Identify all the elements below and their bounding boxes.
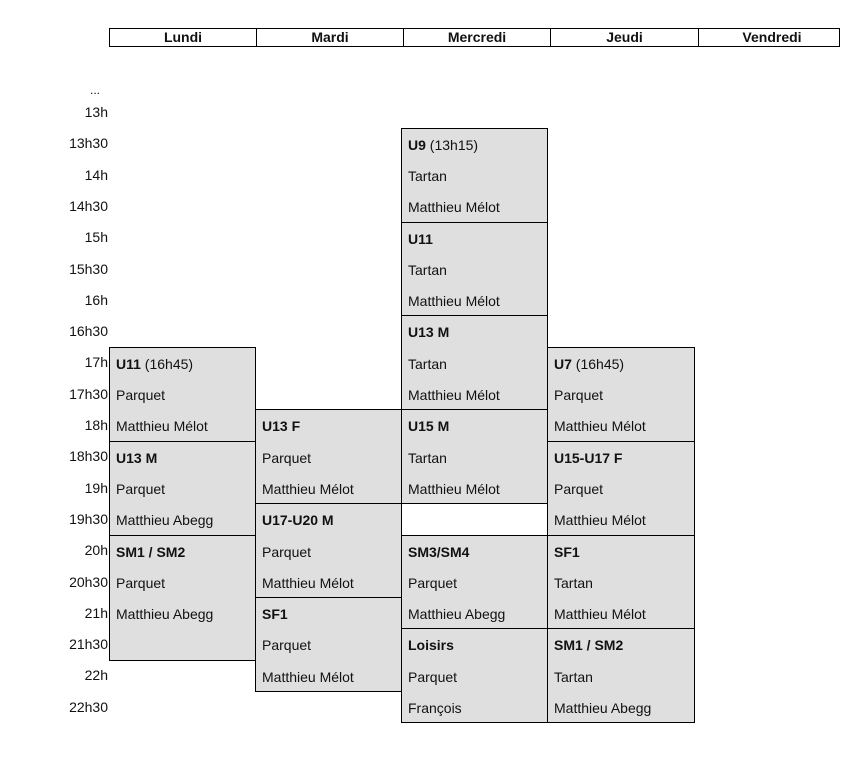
session-place-text: Parquet xyxy=(262,543,312,560)
session-team-text: SM1 / SM2 xyxy=(554,637,624,654)
time-label: 18h xyxy=(84,417,108,433)
day-header-mercredi: Mercredi xyxy=(404,29,551,46)
time-label: 14h xyxy=(84,166,108,183)
session-place-text: Parquet xyxy=(116,387,166,404)
session-coach-text: Matthieu Mélot xyxy=(408,293,500,310)
session-block xyxy=(401,535,548,630)
session-coach-text: Matthieu Mélot xyxy=(262,480,354,497)
empty-slot xyxy=(401,503,548,535)
session-coach-text: Matthieu Mélot xyxy=(408,480,500,497)
session-team xyxy=(116,450,157,466)
session-place xyxy=(408,262,447,278)
time-label: 21h30 xyxy=(69,636,108,653)
session-place xyxy=(408,356,447,372)
session-coach xyxy=(262,575,354,591)
session-coach-text: Matthieu Mélot xyxy=(116,418,208,435)
time-label: 14h30 xyxy=(69,197,108,214)
session-place-text: Tartan xyxy=(554,668,593,685)
time-label: 22h30 xyxy=(69,698,108,715)
session-place xyxy=(262,544,311,560)
session-team xyxy=(408,544,469,560)
session-block xyxy=(401,128,548,223)
session-place xyxy=(408,168,447,184)
session-place xyxy=(554,481,603,497)
session-team xyxy=(408,637,454,653)
session-block xyxy=(255,503,402,598)
session-block xyxy=(109,441,256,536)
session-team-text: SF1 xyxy=(262,606,288,623)
session-coach-text: Matthieu Abegg xyxy=(116,606,214,623)
session-place-text: Tartan xyxy=(408,261,447,278)
session-start-note: (13h15) xyxy=(425,136,479,153)
session-place xyxy=(554,387,603,403)
session-coach-text: Matthieu Mélot xyxy=(554,418,646,435)
session-team-text: U9 xyxy=(408,136,426,153)
session-block xyxy=(547,441,695,536)
session-place xyxy=(408,669,457,685)
session-coach xyxy=(408,481,500,497)
session-team-text: U13 M xyxy=(116,449,158,466)
time-label: 15h30 xyxy=(69,260,108,277)
session-team-text: SF1 xyxy=(554,543,580,560)
session-block xyxy=(547,535,695,630)
session-place xyxy=(408,450,447,466)
session-team-text: U11 xyxy=(116,355,141,372)
session-team-text: U15-U17 F xyxy=(554,449,623,466)
session-team-text: U11 xyxy=(408,230,433,247)
time-label: 19h xyxy=(84,479,108,496)
time-label: 13h30 xyxy=(69,135,108,152)
session-coach xyxy=(408,606,505,622)
day-header-row xyxy=(109,28,840,47)
session-coach xyxy=(554,512,646,528)
session-block xyxy=(547,347,695,442)
session-coach xyxy=(262,669,354,685)
time-ellipsis: ... xyxy=(90,83,101,97)
session-team xyxy=(262,418,300,434)
session-place-text: Parquet xyxy=(554,387,604,404)
session-team xyxy=(408,418,449,434)
session-team-text: U13 M xyxy=(408,324,450,341)
session-place-text: Parquet xyxy=(116,574,166,591)
session-block xyxy=(401,222,548,317)
session-team xyxy=(554,544,580,560)
session-coach-text: Matthieu Mélot xyxy=(554,606,646,623)
session-team xyxy=(408,231,433,247)
session-coach-text: Matthieu Mélot xyxy=(262,668,354,685)
time-label: 15h xyxy=(84,229,108,246)
time-label: 22h xyxy=(84,667,108,684)
session-team-text: SM3/SM4 xyxy=(408,543,470,560)
session-coach xyxy=(408,293,500,309)
session-coach xyxy=(554,700,651,716)
session-block xyxy=(401,628,548,723)
session-team-text: SM1 / SM2 xyxy=(116,543,186,560)
session-coach xyxy=(116,606,213,622)
session-place xyxy=(262,450,311,466)
session-coach xyxy=(554,606,646,622)
session-coach-text: Matthieu Mélot xyxy=(554,512,646,529)
day-header-vendredi: Vendredi xyxy=(742,29,802,45)
session-coach-text: Matthieu Abegg xyxy=(554,700,652,717)
session-block xyxy=(109,347,256,442)
session-team xyxy=(554,356,624,372)
session-block xyxy=(401,409,548,504)
time-label: 19h30 xyxy=(69,510,108,527)
day-header-mardi: Mardi xyxy=(257,29,404,46)
session-coach-text: Matthieu Mélot xyxy=(408,387,500,404)
session-block xyxy=(109,535,256,661)
session-place xyxy=(554,575,593,591)
day-header-lundi: Lundi xyxy=(110,29,257,46)
session-coach xyxy=(262,481,354,497)
session-coach xyxy=(408,199,500,215)
session-team xyxy=(408,137,478,153)
session-place-text: Parquet xyxy=(408,574,458,591)
session-coach xyxy=(116,512,213,528)
session-team xyxy=(408,324,449,340)
session-coach-text: François xyxy=(408,700,462,717)
session-coach-text: Matthieu Mélot xyxy=(262,574,354,591)
session-coach xyxy=(116,418,208,434)
time-label: 20h xyxy=(84,542,108,559)
session-team-text: U13 F xyxy=(262,418,301,435)
session-place-text: Tartan xyxy=(408,167,447,184)
session-coach-text: Matthieu Abegg xyxy=(408,606,506,623)
time-label: 20h30 xyxy=(69,573,108,590)
session-team-text: U7 xyxy=(554,355,572,372)
session-coach xyxy=(408,700,462,716)
session-place-text: Parquet xyxy=(262,637,312,654)
session-coach xyxy=(408,387,500,403)
session-team-text: U17-U20 M xyxy=(262,512,334,529)
session-place xyxy=(408,575,457,591)
session-team xyxy=(116,356,193,372)
session-team-text: Loisirs xyxy=(408,637,454,654)
session-coach-text: Matthieu Abegg xyxy=(116,512,214,529)
time-label: 18h30 xyxy=(69,448,108,465)
session-place-text: Tartan xyxy=(408,355,447,372)
session-coach-text: Matthieu Mélot xyxy=(408,199,500,216)
time-label: 21h xyxy=(84,604,108,621)
session-team xyxy=(262,512,334,528)
session-start-note: (16h45) xyxy=(571,355,625,372)
session-start-note: (16h45) xyxy=(140,355,194,372)
session-team xyxy=(554,637,623,653)
session-place-text: Tartan xyxy=(408,449,447,466)
session-place-text: Parquet xyxy=(554,480,604,497)
session-block xyxy=(255,597,402,692)
session-place-text: Tartan xyxy=(554,574,593,591)
session-team xyxy=(262,606,288,622)
session-place xyxy=(116,575,165,591)
session-coach xyxy=(554,418,646,434)
time-label: 16h xyxy=(84,291,108,308)
session-place xyxy=(262,637,311,653)
day-header-jeudi: Jeudi xyxy=(551,29,699,46)
time-label: 13h xyxy=(84,104,108,120)
session-team xyxy=(116,544,185,560)
session-block xyxy=(547,628,695,723)
session-place-text: Parquet xyxy=(262,449,312,466)
session-block xyxy=(255,409,402,504)
session-team xyxy=(554,450,622,466)
session-place xyxy=(116,481,165,497)
time-label: 17h xyxy=(84,354,108,371)
session-team-text: U15 M xyxy=(408,418,450,435)
session-place xyxy=(554,669,593,685)
session-block xyxy=(401,315,548,410)
session-place-text: Parquet xyxy=(408,668,458,685)
time-label: 16h30 xyxy=(69,323,108,340)
time-label: 17h30 xyxy=(69,385,108,402)
session-place-text: Parquet xyxy=(116,480,166,497)
session-place xyxy=(116,387,165,403)
